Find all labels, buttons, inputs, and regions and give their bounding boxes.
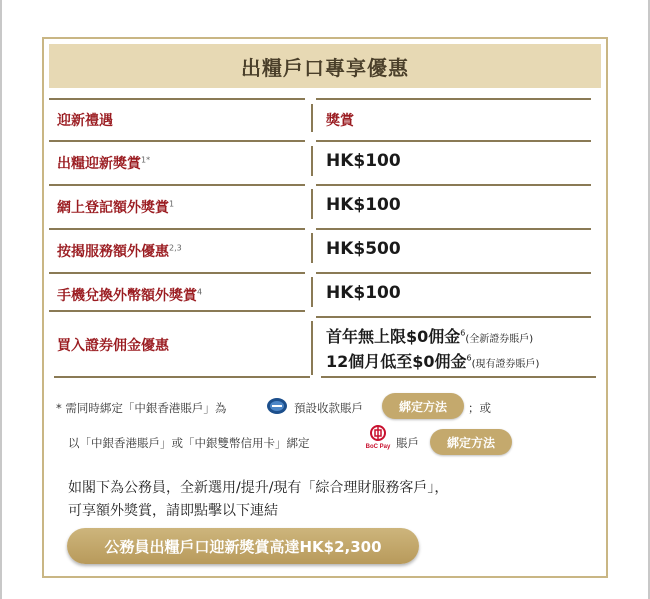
civil-servant-text-1: 如閣下為公務員，全新選用/提升/現有「綜合理財服務客戶」， — [68, 480, 449, 496]
boc-pay-logo-text: BoC Pay — [365, 444, 391, 450]
table-row — [49, 272, 305, 314]
note-line-1-b: 預設收款賬戶 — [294, 401, 363, 415]
commission-line-2: 12個月低至$0佣金$^6$(現有證券賬戶) — [326, 352, 540, 371]
table-row — [49, 310, 305, 376]
table-row — [49, 140, 305, 182]
commission-line-1: 首年無上限$0佣金$^6$(全新證券賬戶) — [326, 327, 534, 346]
row-label: 出糧迎新獎賞$^{1*}$ — [57, 155, 151, 172]
row-value: HK$100 — [326, 195, 401, 215]
row-label: 手機兌換外幣額外獎賞$^4$ — [57, 287, 203, 304]
row-value: HK$100 — [326, 151, 401, 171]
bind-method-button-2[interactable]: 綁定方法 — [430, 429, 512, 455]
left-border — [0, 0, 2, 599]
card-header — [49, 44, 601, 88]
row-label: 買入證券佣金優惠 — [57, 338, 169, 354]
table-head-right — [316, 98, 591, 136]
table-row-value — [316, 228, 591, 270]
divider — [311, 189, 313, 219]
table-row-value — [316, 316, 591, 378]
divider — [311, 321, 313, 375]
bind-method-button-1[interactable]: 綁定方法 — [382, 393, 464, 419]
table-head-left — [49, 98, 305, 136]
civil-servant-text-2: 可享額外獎賞，請即點擊以下連結 — [68, 503, 278, 519]
civil-servant-offer-button[interactable]: 公務員出糧戶口迎新獎賞高達HK$2,300 — [67, 528, 419, 564]
note-line-2-b: 賬戶 — [396, 436, 419, 450]
offer-card — [42, 37, 608, 578]
row-label: 按揭服務額外優惠$^{2,3}$ — [57, 243, 182, 260]
table-row — [49, 228, 305, 270]
head-left-label: 迎新禮遇 — [57, 113, 113, 129]
note-line-2-a: 以「中銀香港賬戶」或「中銀雙幣信用卡」綁定 — [68, 436, 310, 450]
table-bottom-right — [321, 376, 596, 378]
divider — [311, 104, 313, 132]
card-title: 出糧戶口專享優惠 — [241, 55, 409, 80]
head-right-label: 獎賞 — [326, 113, 354, 129]
divider — [311, 277, 313, 307]
divider — [311, 233, 313, 263]
bank-app-icon — [266, 397, 288, 415]
table-row — [49, 184, 305, 226]
table-bottom-left — [54, 376, 310, 378]
boc-pay-icon — [365, 424, 391, 450]
note-line-1-a: * 需同時綁定「中銀香港賬戶」為 — [56, 401, 227, 415]
divider — [311, 146, 313, 176]
table-row-value — [316, 184, 591, 226]
row-value: HK$100 — [326, 283, 401, 303]
table-row-value — [316, 272, 591, 314]
note-line-1-c: ；或 — [468, 401, 491, 415]
row-label: 網上登記額外獎賞$^1$ — [57, 199, 175, 216]
table-row-value — [316, 140, 591, 182]
row-value: HK$500 — [326, 239, 401, 259]
